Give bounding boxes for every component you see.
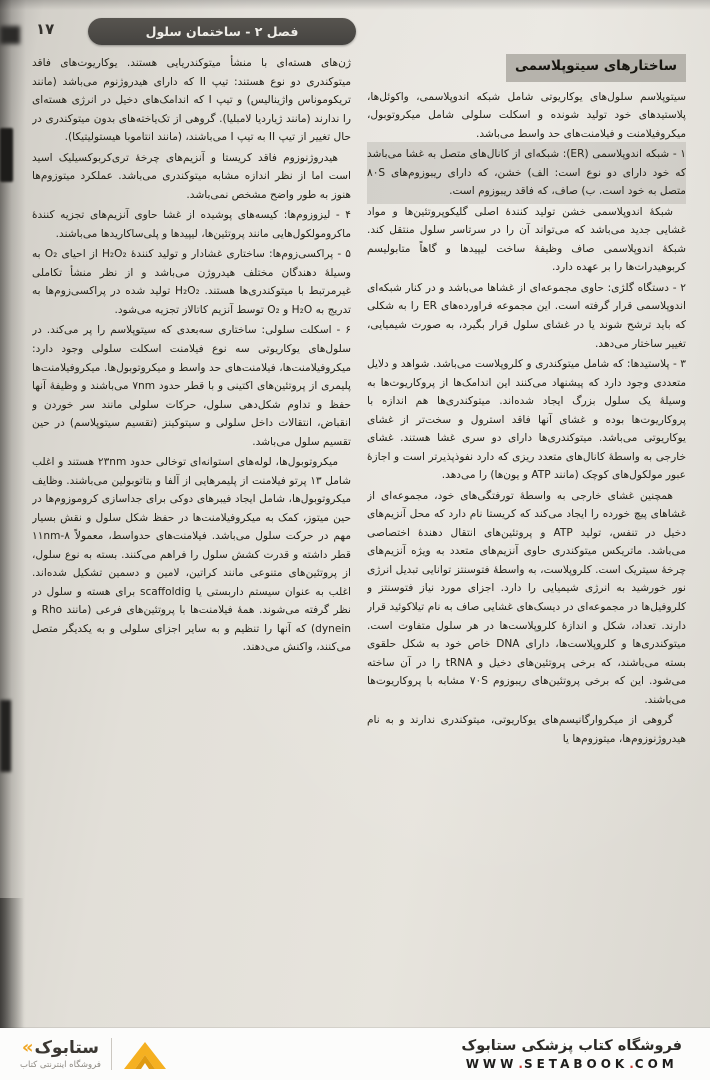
paragraph: ۳ - پلاستیدها: که شامل میتوکندری و کلروپلاست می‌باشد. شواهد و دلایل متعددی وجود دارد که پیشنهاد می‌کنند این اندامک‌ها از پروکاریوت‌ها به وسیلهٔ یک سلول بزرگ ایجاد شده‌اند. میتوکندری‌ها هم اندازه با پروکاریوت‌ها بوده و غشای آنها فاقد استرول و سخت‌تر از غشای یوکاریوتی می‌باشد. میتوکندری‌ها دارای دو سری غشا هستند. غشای خارجی به واسطهٔ کانال‌های متعدد ریزی که دارد نفوذپذیرتر است و اجازهٔ عبور مولکول‌های کوچک (مانند ATP و یون‌ها) را می‌دهد. [367, 358, 686, 482]
website-part: SETABOOK [523, 1056, 629, 1071]
paragraph: میکروتوبول‌ها، لوله‌های استوانه‌ای توخالی حدود ۲۳nm هستند و اغلب شامل ۱۳ پرتو فیلامنت از پلیمرهایی از آلفا و بتاتوبولین می‌باشند. وظایف میکروتوبول‌ها، شامل ایجاد فیبرهای دوکی برای جداسازی کروموزوم‌ها در حین میتوز، کمک به میکروفیلامنت‌ها در حفظ شکل سلول و نقش بسیار مهم در حرکت سلول می‌باشد. فیلامنت‌های حدواسط، معمولاً ۸-۱۱nm قطر داشته و قدرت کشش سلول را فراهم می‌کنند. بسته به نوع سلول، از پروتئین‌های متنوعی مانند کراتین، لامین و دسمین تشکیل شده‌اند. اغلب به عنوان سیستم داربستی یا scaffoldig برای هسته و سلول در نظر گرفته می‌شوند. همهٔ فیلامنت‌ها با پروتئین‌های فرعی (مانند Rho و dynein) که آنها را تنظیم و به سایر اجزای سلولی و به یکدیگر متصل می‌کنند، واکنش می‌دهند. [32, 456, 351, 654]
brand-name-line [20, 1038, 101, 1058]
paragraph: همچنین غشای خارجی به واسطهٔ تورفتگی‌های خود، مجموعه‌ای از غشاهای پیچ خورده را ایجاد می‌کند که کریستا نام دارد که محل آنزیم‌های دخیل در تنفس، تولید ATP و پروتئین‌های انتقال دهندهٔ اختصاصی می‌باشد. ماتریکس میتوکندری حاوی آنزیم‌های متعدد به ویژه آنزیم‌های چرخهٔ سیتریک است. کلروپلاست، به واسطهٔ فتوسنتز توانایی تبدیل انرژی نور خورشید به انرژی شیمیایی را دارد. اجزای مورد نیاز فتوسنتز و کلروفیل‌ها در مجموعه‌ای در دیسک‌های غشایی صاف به نام تیلاکوئید قرار دارند. تعداد، شکل و اندازهٔ کلروپلاست‌ها در هر سلول متفاوت است. میتوکندری‌ها و کلروپلاست‌ها، دارای DNA خاص خود به شکل حلقوی بسته می‌باشند، که برخی پروتئین‌های دخیل و tRNA را در آن ساخته می‌شود. این که برخی پروتئین‌های ریبوزوم ۷۰S مشابه با پروکاریوت‌ها می‌باشند. [367, 489, 686, 706]
page-number: ۱۷ [36, 20, 55, 38]
brand-text [20, 1038, 101, 1070]
paragraph: ۱ - شبکه اندوپلاسمی (ER): شبکه‌ای از کانال‌های متصل به غشا می‌باشد که خود دارای دو نوع است: الف) خشن، که دارای ریبوزوم‌های ۸۰S متصل به خود است. ب) صاف، که فاقد ریبوزوم است. [367, 145, 686, 201]
column-left [32, 54, 351, 1022]
paragraph: گروهی از میکروارگانیسم‌های یوکاریوتی، میتوکندری ندارند و به نام هیدروژنوزوم‌ها، میتوزوم‌ها یا [367, 714, 686, 745]
scan-top-shadow [0, 0, 710, 10]
scan-artifact [0, 898, 24, 1028]
setabook-logo [20, 1036, 168, 1072]
chapter-title: فصل ۲ - ساختمان سلول [145, 24, 299, 39]
brand-name: ستابوک [34, 1038, 100, 1059]
column-right [367, 54, 686, 1022]
store-website [461, 1057, 682, 1071]
paragraph: شبکهٔ اندوپلاسمی خشن تولید کنندهٔ اصلی گلیکوپروتئین‌ها و مواد غشایی جدید می‌باشد که می‌تواند آن را در سرتاسر سلول منتقل کند. شبکهٔ اندوپلاسمی صاف وظیفهٔ ساخت لیپیدها و گاهاً متابولیسم کربوهیدرات‌ها را بر عهده دارد. [367, 205, 686, 274]
section-heading: ساختارهای سیتوپلاسمی [506, 54, 686, 82]
paragraph: ۲ - دستگاه گلژی: حاوی مجموعه‌ای از غشاها می‌باشد و در کنار شبکه‌ای اندوپلاسمی قرار گرفته است. این مجموعه فراورده‌های ER را به شکلی که باید ترشح شوند یا در غشای سلول قرار بگیرد، به صورت شیمیایی، تغییر ساختار می‌دهد. [367, 281, 686, 350]
brand-subtitle: فروشگاه اینترنتی کتاب [20, 1059, 101, 1070]
website-part: COM [634, 1056, 678, 1071]
website-part: WWW [465, 1056, 518, 1071]
paragraph: ۶ - اسکلت سلولی: ساختاری سه‌بعدی که سیتوپلاسم را پر می‌کند. در سلول‌های یوکاریوتی سه نوع فیلامنت اسکلت سلولی وجود دارد: میکروفیلامنت‌ها، فیلامنت‌های حد واسط و میکروتوبول‌ها. میکروفیلامنت‌ها پلیمری از پروتئین‌های اکتینی و با قطر حدود ۷nm می‌باشند و وظیفهٔ آنها حفظ و تداوم شکل‌دهی سلول، حرکات سلولی مانند سر خوردن و انقباض، انتقالات داخل سلولی و سیتوکینز (تقسیم سیتوپلاسم) در حین تقسیم سلول می‌باشد. [32, 324, 351, 448]
store-name: فروشگاه کتاب پزشکی ستابوک [461, 1038, 682, 1055]
paragraph: هیدروژنوزوم فاقد کریستا و آنزیم‌های چرخهٔ تری‌کربوکسیلیک اسید است اما از نظر اندازه مشابه میتوکندری می‌باشد. عملکرد میتوزوم‌ها هنوز به طور واضح مشخص نمی‌باشد. [32, 151, 351, 201]
page-header [0, 12, 710, 48]
setabook-logo-mark-icon [122, 1036, 168, 1072]
brand-chevron-icon: « [21, 1037, 34, 1059]
footer-banner [0, 1028, 710, 1080]
scan-artifact [0, 700, 11, 772]
website-dot: . [629, 1056, 634, 1071]
paragraph: ژن‌های هسته‌ای با منشأ میتوکندریایی هستند. یوکاریوت‌های فاقد میتوکندری دو نوع هستند: تیپ II که دارای هیدروژنوم می‌باشد (مانند تریکوموناس واژینالیس) و تیپ I که اندامک‌های دخیل در انرژی هسته‌ای را ندارند (مانند ژیاردیا لامبلیا). گروهی از تک‌یاخته‌های بدون میتوکندری در حال تغییر از تیپ II به تیپ I می‌باشند، (مانند انتاموبا هیستولیتیکا). [32, 57, 351, 144]
website-dot: . [518, 1056, 523, 1071]
paragraph: ۴ - لیزوزوم‌ها: کیسه‌های پوشیده از غشا حاوی آنزیم‌های تجزیه کنندهٔ ماکرومولکول‌هایی مانند پروتئین‌ها، لیپیدها و پلی‌ساکاریدها می‌باشند. [32, 209, 351, 240]
chapter-title-bar [88, 18, 356, 45]
logo-divider [111, 1038, 112, 1070]
scan-artifact [0, 128, 13, 182]
text-columns [32, 54, 686, 1022]
store-info [461, 1037, 682, 1071]
paragraph: سیتوپلاسم سلول‌های یوکاریوتی شامل شبکه اندوپلاسمی، واکوئل‌ها، پلاستیدهای خود تولید شونده و اسکلت سلولی شامل میکروتوبول، میکروفیلامنت و فیلامنت‌های حد واسط می‌باشد. [367, 90, 686, 140]
paragraph: ۵ - پراکسی‌زوم‌ها: ساختاری غشادار و تولید کنندهٔ H₂O₂ از احیای O₂ به وسیلهٔ دهندگان مختلف هیدروژن می‌باشد و از نظر منشأ تکاملی غیرمرتبط با میتوکندری‌ها هستند. H₂O₂ تولید شده در پراکسی‌زوم‌ها به تدریج به H₂O و O₂ توسط آنزیم کاتالاز تجزیه می‌شود. [32, 248, 351, 316]
